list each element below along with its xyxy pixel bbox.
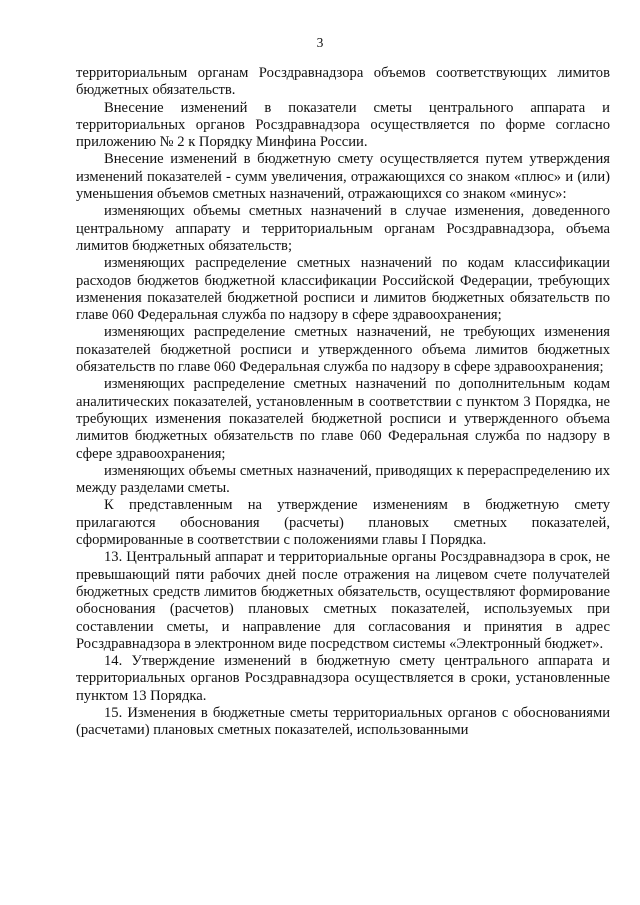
list-item-distribution-no-change: изменяющих распределение сметных назначений, не требующих изменения показателей бюджетной росписи и утвержденного объема лимитов бюджетных обязательств по главе 060 Федеральная служба по надзору в сфере здравоохранения; [76, 324, 610, 376]
list-item-redistribution-sections: изменяющих объемы сметных назначений, приводящих к перераспределению их между разделами сметы. [76, 462, 610, 497]
clause-14: 14. Утверждение изменений в бюджетную смету центрального аппарата и территориальных органов Росздравнадзора осуществляется в сроки, установленные пунктом 13 Порядка. [76, 653, 610, 704]
document-body [76, 65, 610, 740]
list-item-distribution-classification: изменяющих распределение сметных назначений по кодам классификации расходов бюджетов бюджетной классификации Российской Федерации, требующих изменения показателей бюджетной росписи и лимитов бюджетных обязательств по главе 060 Федеральная служба по надзору в сфере здравоохранения; [76, 255, 610, 324]
paragraph-continuation: территориальным органам Росздравнадзора объемов соответствующих лимитов бюджетных обязательств. [76, 65, 610, 99]
list-item-distribution-additional-codes: изменяющих распределение сметных назначений по дополнительным кодам аналитических показателей, установленным в соответствии с пунктом 3 Порядка, не требующих изменения показателей бюджетной росписи и утвержденного объема лимитов бюджетных обязательств по главе 060 Федеральная служба по надзору в сфере здравоохранения; [76, 376, 610, 462]
list-item-volume-change: изменяющих объемы сметных назначений в случае изменения, доведенного центральному аппарату и территориальным органам Росздравнадзора, объема лимитов бюджетных обязательств; [76, 203, 610, 254]
paragraph-smeta-form: Внесение изменений в показатели сметы центрального аппарата и территориальных органов Росздравнадзора осуществляется по форме согласно приложению № 2 к Порядку Минфина России. [76, 99, 610, 151]
clause-13: 13. Центральный аппарат и территориальные органы Росздравнадзора в срок, не превышающий пяти рабочих дней после отражения на лицевом счете получателей бюджетных средств лимитов бюджетных обязательств, осуществляют формирование обоснования (расчетов) плановых сметных показателей, используемых при составлении сметы, и направление для согласования и принятия в адрес Росздравнадзора в электронном виде посредством системы «Электронный бюджет». [76, 549, 610, 652]
paragraph-attachments: К представленным на утверждение изменениям в бюджетную смету прилагаются обоснования (расчеты) плановых сметных показателей, сформированные в соответствии с положениями главы I Порядка. [76, 497, 610, 549]
clause-15: 15. Изменения в бюджетные сметы территориальных органов с обоснованиями (расчетами) плановых сметных показателей, использованными [76, 704, 610, 739]
page-number: 3 [316, 35, 324, 50]
paragraph-changes-procedure: Внесение изменений в бюджетную смету осуществляется путем утверждения изменений показателей - сумм увеличения, отражающихся со знаком «плюс» и (или) уменьшения объемов сметных назначений, отражающихся со знаком «минус»: [76, 151, 610, 203]
